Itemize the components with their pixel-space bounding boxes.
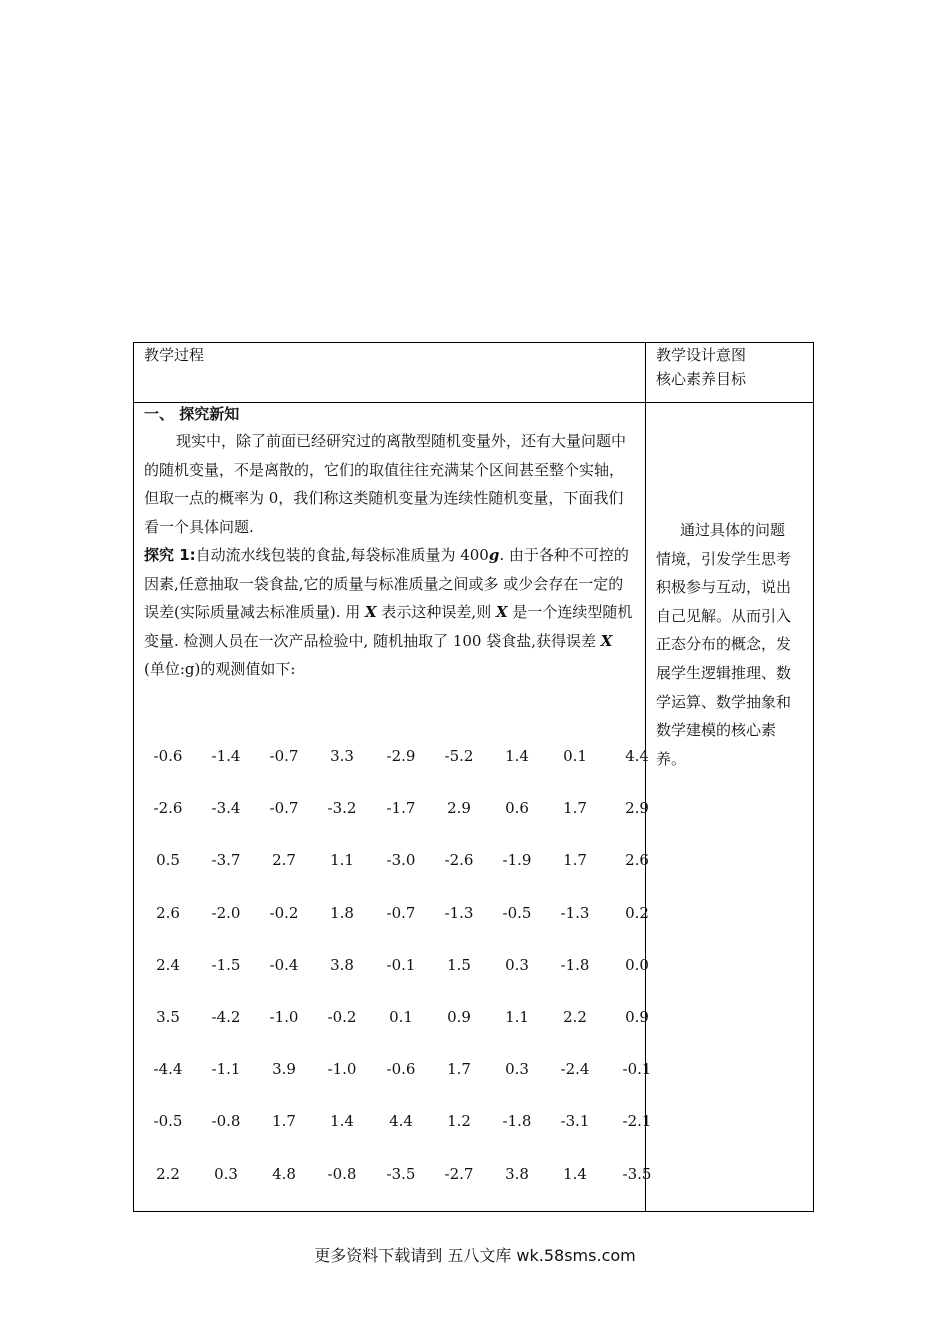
observation-value: -1.7: [386, 799, 416, 818]
observation-value: 3.5: [156, 1008, 180, 1026]
observation-value: 0.5: [156, 851, 180, 870]
observation-value: -2.9: [386, 747, 416, 765]
observation-value: -1.9: [502, 851, 532, 870]
observation-value: -0.7: [386, 903, 416, 922]
observation-value: -1.5: [211, 955, 241, 974]
observation-value: 3.8: [330, 955, 354, 974]
observation-value: -5.2: [444, 747, 474, 765]
explore-unit: g: [488, 546, 500, 564]
observation-value: 1.7: [563, 851, 587, 870]
observation-value: -4.4: [153, 1060, 183, 1079]
observation-value: -1.0: [269, 1008, 299, 1026]
observation-value: -0.1: [622, 1060, 652, 1079]
footer-download-note: 更多资料下载请到 五八文库 wk.58sms.com: [314, 1246, 636, 1265]
observation-value: 1.8: [330, 903, 354, 922]
explore-label: 探究 1:: [144, 546, 196, 564]
section-title: 一、 探究新知: [144, 405, 240, 423]
header-core-literacy-line2: 核心素养目标: [656, 370, 747, 388]
observation-value: -0.8: [327, 1164, 357, 1183]
observation-value: 0.9: [625, 1008, 649, 1026]
observation-value: 0.1: [563, 747, 587, 765]
explore-variable: X: [365, 603, 377, 621]
observation-value: -0.5: [153, 1112, 183, 1131]
observation-value: 2.2: [563, 1008, 587, 1026]
observation-value: -1.3: [444, 903, 474, 922]
header-design-intent: [656, 343, 746, 391]
observation-value: -0.5: [502, 903, 532, 922]
observation-value: -3.5: [622, 1164, 652, 1183]
observation-value: 0.0: [625, 955, 649, 974]
observation-value: 1.4: [330, 1112, 354, 1131]
observation-value: -3.1: [560, 1112, 590, 1131]
observation-value: 2.9: [447, 799, 471, 818]
observation-value: -3.2: [327, 799, 357, 818]
observation-value: -4.2: [211, 1008, 241, 1026]
explore-text-5: (单位:g)的观测值如下:: [144, 660, 296, 678]
observation-value: -1.4: [211, 747, 241, 765]
observation-value: 1.2: [447, 1112, 471, 1131]
observation-value: -3.5: [386, 1164, 416, 1183]
header-teaching-process: 教学过程: [144, 346, 205, 364]
observation-value: 3.9: [272, 1060, 296, 1079]
observation-value: -3.4: [211, 799, 241, 818]
observation-value: 0.3: [505, 955, 529, 974]
observation-value: 1.7: [447, 1060, 471, 1079]
explore-variable: X: [495, 603, 508, 621]
observation-value: 2.4: [156, 955, 180, 974]
observation-value: -0.8: [211, 1112, 241, 1131]
observation-value: 0.2: [625, 903, 649, 922]
observation-value: -0.4: [269, 955, 299, 974]
explore-text-1: 自动流水线包装的食盐,每袋标准质量为 400: [195, 546, 489, 564]
observation-value: -1.8: [560, 955, 590, 974]
observation-value: 1.4: [563, 1164, 587, 1183]
teaching-process-content: [144, 401, 634, 684]
observation-value: 2.6: [625, 851, 649, 870]
observation-value: -0.2: [327, 1008, 357, 1026]
observation-value: 4.8: [272, 1164, 296, 1183]
observation-value: 3.3: [330, 747, 354, 765]
observation-value: 1.1: [330, 851, 354, 870]
observation-value: 2.6: [156, 903, 180, 922]
observation-value: -2.6: [153, 799, 183, 818]
observation-value: -1.8: [502, 1112, 532, 1131]
observation-value: 0.9: [447, 1008, 471, 1026]
design-intent-text: 通过具体的问题情境，引发学生思考积极参与互动，说出自己见解。从而引入正态分布的概念，发展学生逻辑推理、数学运算、数学抽象和数学建模的核心素养。: [656, 521, 792, 768]
observation-value: 0.6: [505, 799, 529, 818]
observation-value: -2.4: [560, 1060, 590, 1079]
explore-paragraph: [144, 541, 634, 684]
observation-value: 4.4: [389, 1112, 413, 1131]
observation-value: 4.4: [625, 747, 649, 765]
observation-value: 2.9: [625, 799, 649, 818]
intro-paragraph: 现实中，除了前面已经研究过的离散型随机变量外，还有大量问题中的随机变量，不是离散的，它们的取值往往充满某个区间甚至整个实轴，但取一点的概率为 0，我们称这类随机变量为连续性随机变量，下面我们看一个具体问题.: [144, 432, 627, 536]
header-design-intent-line1: 教学设计意图: [656, 346, 747, 364]
observation-value: 2.2: [156, 1164, 180, 1183]
observation-value: 0.1: [389, 1008, 413, 1026]
observation-value: -2.0: [211, 903, 241, 922]
explore-text-3: 表示这种误差,则: [376, 603, 496, 621]
observation-value: 0.3: [214, 1164, 238, 1183]
observation-value: 1.1: [505, 1008, 529, 1026]
observation-value: -1.0: [327, 1060, 357, 1079]
observation-value: -0.7: [269, 747, 299, 765]
observation-value: -0.2: [269, 903, 299, 922]
observation-value: -0.6: [386, 1060, 416, 1079]
design-intent-column: [656, 516, 796, 773]
observation-value: 1.5: [447, 955, 471, 974]
observation-value: -2.7: [444, 1164, 474, 1183]
observation-value: -2.1: [622, 1112, 652, 1131]
observation-value: 1.7: [272, 1112, 296, 1131]
observation-value: 2.7: [272, 851, 296, 870]
observation-value: -2.6: [444, 851, 474, 870]
explore-text-2: . 由于各种不可控的因素,任意抽取一袋食盐,它的质量与标准质量之间或多 或少会存在一定的误差(实际质量减去标准质量). 用: [144, 546, 629, 621]
observation-value: -1.1: [211, 1060, 241, 1079]
observation-value: -0.7: [269, 799, 299, 818]
observation-value: 1.7: [563, 799, 587, 818]
explore-variable: X: [600, 631, 613, 650]
observation-value: -0.6: [153, 747, 183, 765]
observation-value: 0.3: [505, 1060, 529, 1079]
observation-value: 3.8: [505, 1164, 529, 1183]
observation-value: -0.1: [386, 955, 416, 974]
observation-value: -3.7: [211, 851, 241, 870]
observation-value: -3.0: [386, 851, 416, 870]
observation-value: -1.3: [560, 903, 590, 922]
table-column-divider: [645, 342, 646, 1212]
explore-text-4: 是一个连续型随机变量. 检测人员在一次产品检验中, 随机抽取了 100 袋食盐,获得误差: [144, 603, 633, 650]
observation-value: 1.4: [505, 747, 529, 765]
